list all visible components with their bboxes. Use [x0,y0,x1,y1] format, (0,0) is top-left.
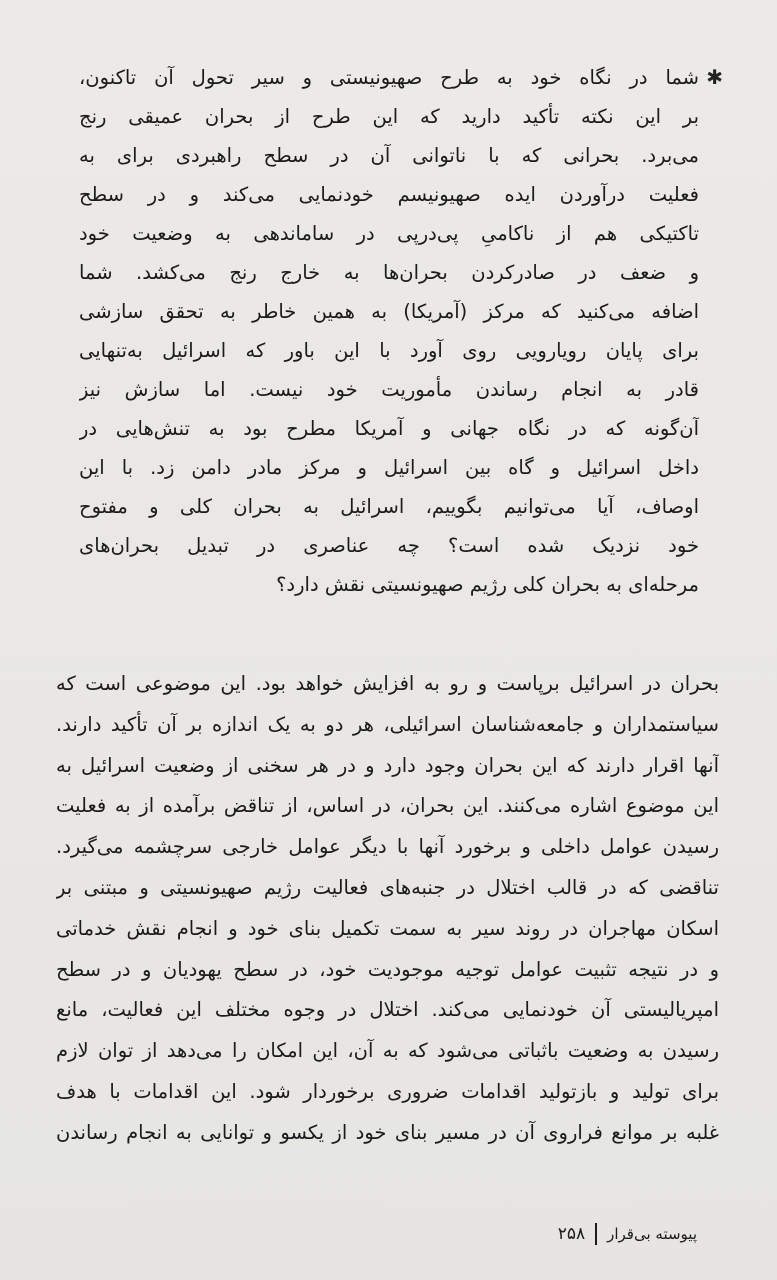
paragraph-line: برای تولید و بازتولید اقدامات ضروری برخوردار شود. این اقدامات با هدف [56,1079,719,1103]
question-line: بر این نکته تأکید دارید که این طرح از بحران عمیقی رنج [79,105,699,128]
paragraph-line: رسیدن به وضعیت باثباتی می‌شود که به آن، این امکان را می‌دهد از توان لازم [56,1039,719,1063]
paragraph-line: بحران در اسرائیل برپاست و رو به افزایش خواهد بود. این موضوعی است که [56,672,719,695]
question-line: فعلیت درآوردن ایده صهیونیسم خودنمایی می‌کند و در سطح [79,183,699,206]
question-line: اوصاف، آیا می‌توانیم بگوییم، اسرائیل به بحران کلی و مفتوح [79,495,699,518]
paragraph-line: رسیدن عوامل داخلی و برخورد آنها با دیگر عوامل خارجی سرچشمه می‌گیرد. [56,835,719,859]
question-line: تاکتیکی هم از ناکامیِ پی‌درپی در ساماندهی به وضعیت خود [79,222,699,245]
question-line: برای پایان رویارویی روی آورد با این باور که اسرائیل به‌تنهایی [79,339,699,362]
paragraph-line: سیاستمداران و جامعه‌شناسان اسرائیلی، هر دو به یک اندازه بر آن تأکید دارند. [56,712,719,736]
paragraph-line: این موضوع اشاره می‌کنند. این بحران، در اساس، از تناقض برآمده از به فعلیت [56,794,719,818]
question-line: داخل اسرائیل و گاه بین اسرائیل و مرکز مادر دامن زد. با این [79,456,699,479]
paragraph-line: تناقضی که در قالب اختلال در جنبه‌های فعالیت رژیم صهیونسیتی و مبتنی بر [56,875,719,899]
answer-paragraph [56,664,719,1154]
book-title: پیوسته بی‌قرار [607,1225,697,1243]
footer-divider [595,1223,597,1245]
paragraph-line: امپریالیستی آن خودنمایی می‌کند. اختلال در وجوه مختلف این فعالیت، مانع [56,998,719,1022]
question-line: مرحله‌ای به بحران کلی رژیم صهیونسیتی نقش دارد؟ [276,573,699,596]
question-line: خود نزدیک شده است؟ چه عناصری در تبدیل بحران‌های [79,534,699,557]
asterisk-icon: ✱ [706,65,723,89]
question-line: اضافه می‌کنید که مرکز (آمریکا) به همین خاطر به تحقق سازشی [79,300,699,323]
interview-question [79,58,723,604]
paragraph-line: آنها اقرار دارند که این بحران وجود دارد و در هر سخنی از وضعیت اسرائیل به [56,753,719,777]
page-number: ۲۵۸ [557,1224,586,1244]
question-line: شما در نگاه خود به طرح صهیونیستی و سیر تحول آن تاکنون، [79,66,699,89]
question-line: و ضعف در صادرکردن بحران‌ها به خارج رنج می‌کشد. شما [79,261,699,284]
page-footer [558,1223,697,1245]
question-line: آن‌گونه که در نگاه جهانی و آمریکا مطرح بود به تنش‌هایی در [79,417,699,440]
question-line: می‌برد. بحرانی که با ناتوانی آن در سطح راهبردی برای به [79,144,699,167]
question-line: قادر به انجام رساندن مأموریت خود نیست. اما سازش نیز [79,378,699,401]
paragraph-line: اسکان مهاجران در روند سیر به سمت تکمیل بنای خود و انجام نقش خدماتی [56,916,719,940]
paragraph-line: غلبه بر موانع فراروی آن در مسیر بنای خود از یکسو و توانایی به انجام رساندن [56,1120,719,1144]
paragraph-line: و در نتیجه تثبیت عوامل توجیه موجودیت خود، در سطح یهودیان و در سطح [56,957,719,981]
